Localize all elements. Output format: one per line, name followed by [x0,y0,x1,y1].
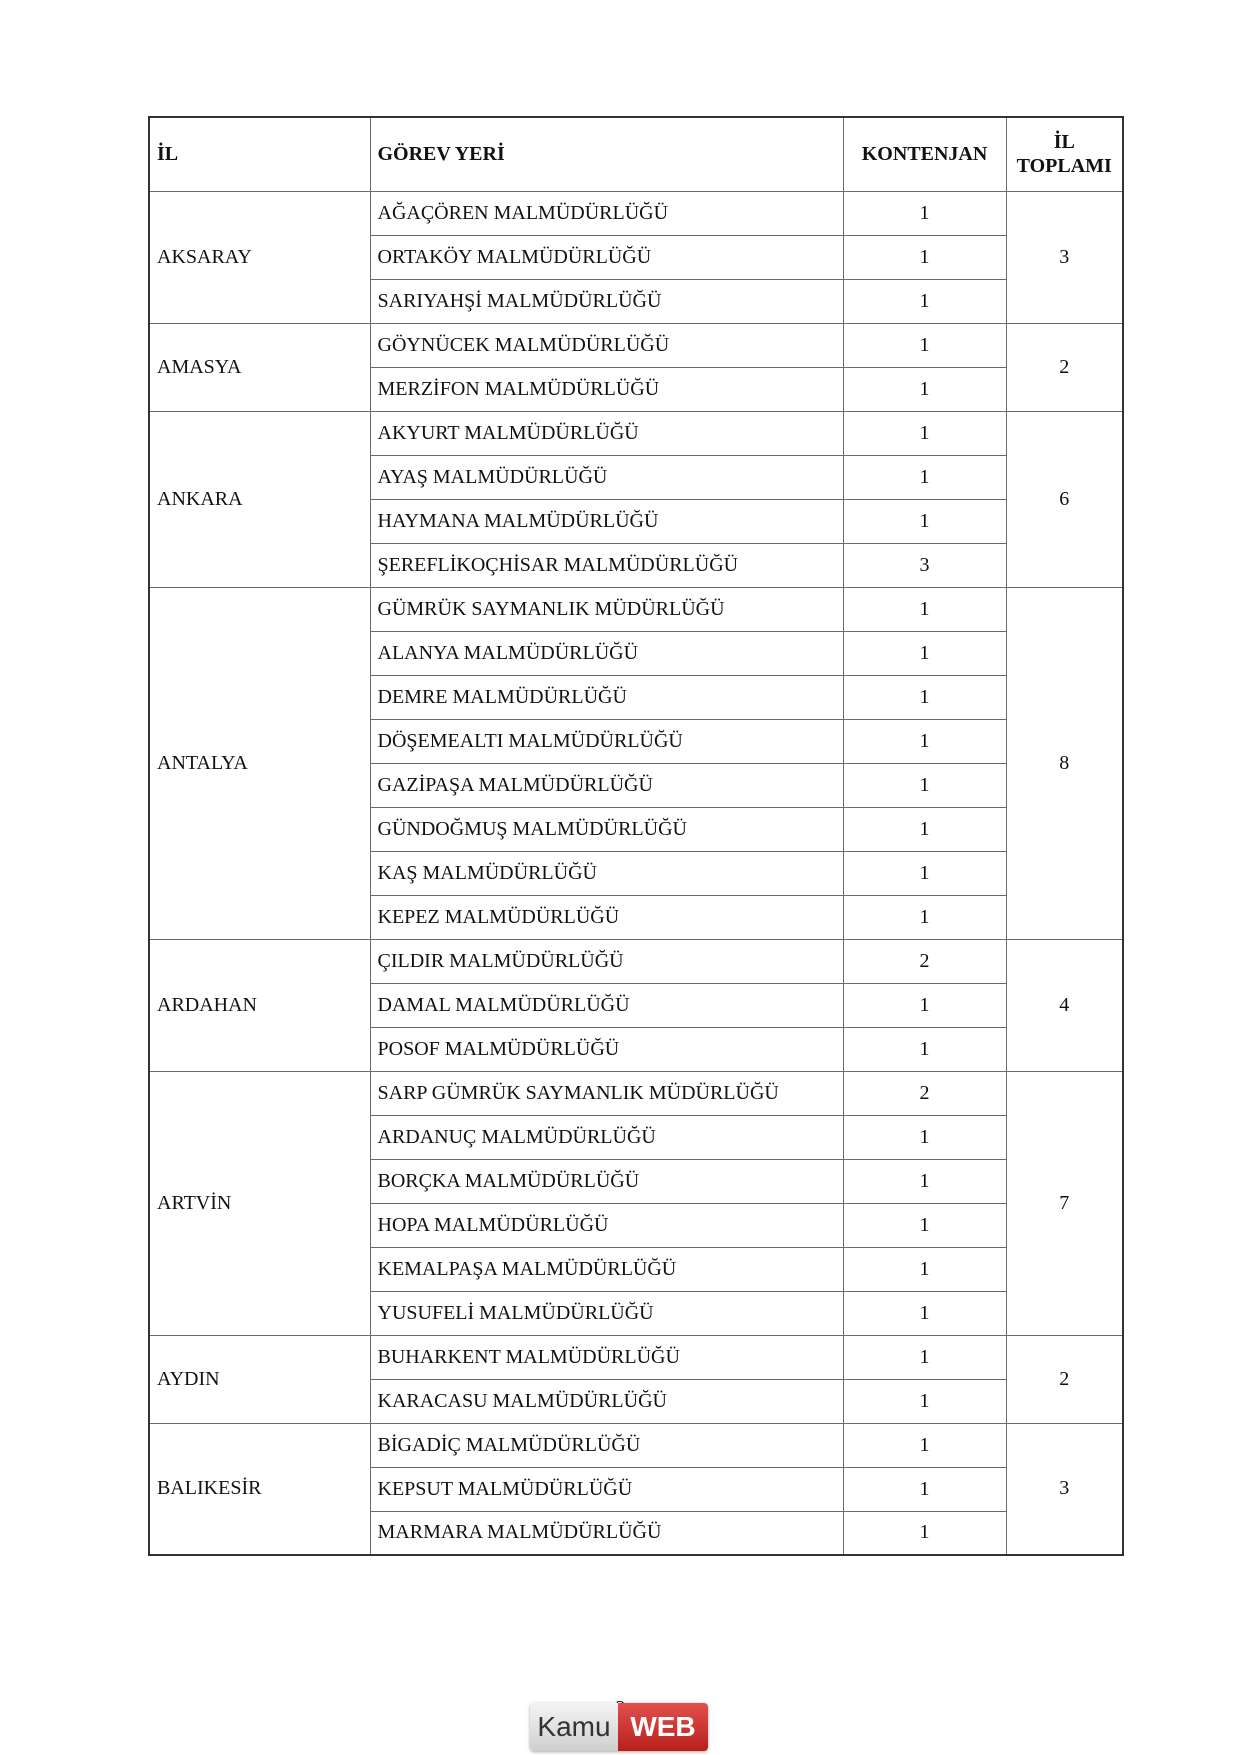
cell-gorev-yeri: SARP GÜMRÜK SAYMANLIK MÜDÜRLÜĞÜ [370,1071,843,1115]
cell-il-toplami: 4 [1006,939,1123,1071]
cell-gorev-yeri: GÜNDOĞMUŞ MALMÜDÜRLÜĞÜ [370,807,843,851]
cell-kontenjan: 1 [843,235,1006,279]
cell-gorev-yeri: POSOF MALMÜDÜRLÜĞÜ [370,1027,843,1071]
cell-kontenjan: 1 [843,1335,1006,1379]
cell-gorev-yeri: BUHARKENT MALMÜDÜRLÜĞÜ [370,1335,843,1379]
cell-kontenjan: 1 [843,851,1006,895]
header-kontenjan: KONTENJAN [843,117,1006,191]
cell-gorev-yeri: KEPSUT MALMÜDÜRLÜĞÜ [370,1467,843,1511]
cell-kontenjan: 1 [843,455,1006,499]
cell-gorev-yeri: BORÇKA MALMÜDÜRLÜĞÜ [370,1159,843,1203]
cell-gorev-yeri: DÖŞEMEALTI MALMÜDÜRLÜĞÜ [370,719,843,763]
cell-kontenjan: 1 [843,499,1006,543]
cell-gorev-yeri: DEMRE MALMÜDÜRLÜĞÜ [370,675,843,719]
cell-il-toplami: 8 [1006,587,1123,939]
cell-il: ANTALYA [149,587,370,939]
table-row [149,587,1123,631]
cell-kontenjan: 2 [843,1071,1006,1115]
cell-gorev-yeri: MARMARA MALMÜDÜRLÜĞÜ [370,1511,843,1555]
header-il-toplami-line2: TOPLAMI [1016,155,1112,178]
cell-kontenjan: 1 [843,763,1006,807]
cell-gorev-yeri: KEMALPAŞA MALMÜDÜRLÜĞÜ [370,1247,843,1291]
cell-gorev-yeri: HAYMANA MALMÜDÜRLÜĞÜ [370,499,843,543]
cell-kontenjan: 1 [843,279,1006,323]
cell-gorev-yeri: MERZİFON MALMÜDÜRLÜĞÜ [370,367,843,411]
cell-kontenjan: 1 [843,367,1006,411]
cell-gorev-yeri: SARIYAHŞİ MALMÜDÜRLÜĞÜ [370,279,843,323]
cell-kontenjan: 1 [843,719,1006,763]
cell-kontenjan: 1 [843,807,1006,851]
cell-kontenjan: 1 [843,1467,1006,1511]
logo-kamu-text: Kamu [530,1703,618,1751]
cell-gorev-yeri: GÖYNÜCEK MALMÜDÜRLÜĞÜ [370,323,843,367]
cell-gorev-yeri: ALANYA MALMÜDÜRLÜĞÜ [370,631,843,675]
cell-kontenjan: 1 [843,1115,1006,1159]
cell-kontenjan: 1 [843,587,1006,631]
quota-table [148,116,1124,1556]
cell-il: AYDIN [149,1335,370,1423]
cell-il-toplami: 2 [1006,323,1123,411]
cell-il-toplami: 2 [1006,1335,1123,1423]
cell-kontenjan: 1 [843,323,1006,367]
table-row [149,323,1123,367]
cell-gorev-yeri: ŞEREFLİKOÇHİSAR MALMÜDÜRLÜĞÜ [370,543,843,587]
cell-kontenjan: 1 [843,631,1006,675]
cell-gorev-yeri: YUSUFELİ MALMÜDÜRLÜĞÜ [370,1291,843,1335]
table-row [149,411,1123,455]
cell-il: AMASYA [149,323,370,411]
header-gorev-yeri: GÖREV YERİ [370,117,843,191]
table-body [149,191,1123,1555]
cell-kontenjan: 1 [843,1291,1006,1335]
table-header-row [149,117,1123,191]
cell-il: ANKARA [149,411,370,587]
cell-kontenjan: 3 [843,543,1006,587]
cell-gorev-yeri: BİGADİÇ MALMÜDÜRLÜĞÜ [370,1423,843,1467]
cell-gorev-yeri: KAŞ MALMÜDÜRLÜĞÜ [370,851,843,895]
header-il-toplami-line1: İL [1053,131,1075,154]
cell-kontenjan: 1 [843,1159,1006,1203]
header-il: İL [149,117,370,191]
cell-il-toplami: 7 [1006,1071,1123,1335]
cell-gorev-yeri: ARDANUÇ MALMÜDÜRLÜĞÜ [370,1115,843,1159]
cell-il: ARDAHAN [149,939,370,1071]
cell-kontenjan: 2 [843,939,1006,983]
cell-gorev-yeri: GÜMRÜK SAYMANLIK MÜDÜRLÜĞÜ [370,587,843,631]
cell-gorev-yeri: ÇILDIR MALMÜDÜRLÜĞÜ [370,939,843,983]
table-row [149,1335,1123,1379]
cell-kontenjan: 1 [843,1027,1006,1071]
cell-gorev-yeri: KEPEZ MALMÜDÜRLÜĞÜ [370,895,843,939]
cell-gorev-yeri: AĞAÇÖREN MALMÜDÜRLÜĞÜ [370,191,843,235]
cell-kontenjan: 1 [843,1247,1006,1291]
logo-web-text: WEB [618,1703,708,1751]
table-row [149,1423,1123,1467]
cell-kontenjan: 1 [843,675,1006,719]
cell-kontenjan: 1 [843,411,1006,455]
cell-kontenjan: 1 [843,1511,1006,1555]
cell-gorev-yeri: HOPA MALMÜDÜRLÜĞÜ [370,1203,843,1247]
cell-gorev-yeri: GAZİPAŞA MALMÜDÜRLÜĞÜ [370,763,843,807]
cell-il-toplami: 6 [1006,411,1123,587]
cell-gorev-yeri: ORTAKÖY MALMÜDÜRLÜĞÜ [370,235,843,279]
cell-il: ARTVİN [149,1071,370,1335]
cell-kontenjan: 1 [843,191,1006,235]
cell-kontenjan: 1 [843,895,1006,939]
cell-kontenjan: 1 [843,983,1006,1027]
header-il-toplami [1006,117,1123,191]
table-row [149,191,1123,235]
cell-gorev-yeri: KARACASU MALMÜDÜRLÜĞÜ [370,1379,843,1423]
cell-kontenjan: 1 [843,1203,1006,1247]
table-row [149,939,1123,983]
cell-gorev-yeri: AYAŞ MALMÜDÜRLÜĞÜ [370,455,843,499]
cell-il: BALIKESİR [149,1423,370,1555]
kamuweb-logo [530,1703,708,1751]
cell-il-toplami: 3 [1006,1423,1123,1555]
cell-gorev-yeri: DAMAL MALMÜDÜRLÜĞÜ [370,983,843,1027]
cell-gorev-yeri: AKYURT MALMÜDÜRLÜĞÜ [370,411,843,455]
cell-il: AKSARAY [149,191,370,323]
cell-kontenjan: 1 [843,1423,1006,1467]
cell-il-toplami: 3 [1006,191,1123,323]
table-row [149,1071,1123,1115]
cell-kontenjan: 1 [843,1379,1006,1423]
